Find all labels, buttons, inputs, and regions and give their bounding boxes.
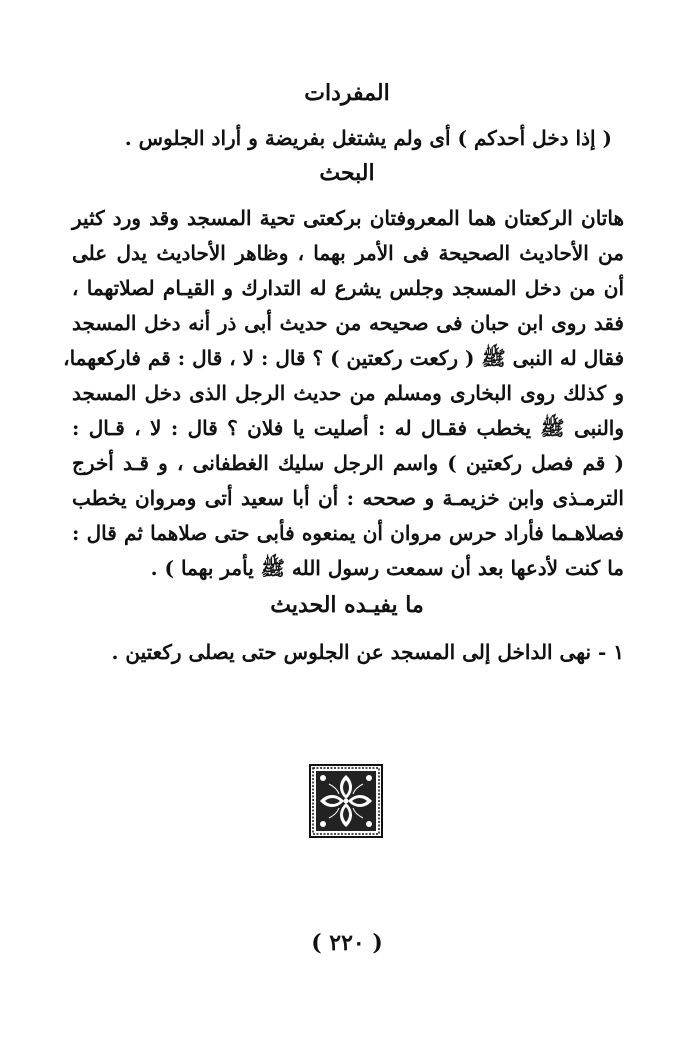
body-line: فقال له النبى ﷺ ( ركعت ركعتين ) ؟ قال : لا ، قال : قم فاركعهما،: [63, 346, 624, 370]
body-line: ما كنت لأدعها بعد أن سمعت رسول الله ﷺ يأمر بهما ) .: [150, 556, 624, 580]
benefit-item: ١ - نهى الداخل إلى المسجد عن الجلوس حتى يصلى ركعتين .: [111, 640, 624, 664]
body-line: فصلاهـما فأراد حرس مروان أن يمنعوه فأبى حتى صلاهما ثم قال :: [72, 521, 624, 545]
body-line: فقد روى ابن حبان فى صحيحه من حديث أبى ذر أنه دخل المسجد: [72, 311, 624, 335]
decorative-ornament-icon: [309, 764, 383, 838]
body-line: و كذلك روى البخارى ومسلم من حديث الرجل الذى دخل المسجد: [72, 381, 624, 405]
body-line: من الأحاديث الصحيحة فى الأمر بهما ، وظاهر الأحاديث يدل على: [72, 241, 624, 265]
body-line: ( قم فصل ركعتين ) واسم الرجل سليك الغطفانى ، و قـد أخرج: [72, 451, 624, 475]
vocab-heading: المفردات: [304, 80, 390, 106]
page-number: ( ٢٢٠ ): [311, 930, 383, 956]
body-line: والنبى ﷺ يخطب فقـال له : أصليت يا فلان ؟ قال : لا ، قـال :: [72, 416, 624, 440]
body-line: أن من دخل المسجد وجلس يشرع له التدارك و القيـام لصلاتهما ،: [72, 276, 624, 300]
body-line: هاتان الركعتان هما المعروفتان بركعتى تحية المسجد وقد ورد كثير: [72, 206, 624, 230]
research-heading: البحث: [319, 160, 375, 186]
body-line: الترمـذى وابن خزيمـة و صححه : أن أبا سعيد أتى ومروان يخطب: [72, 486, 624, 510]
benefits-heading: ما يفيـده الحديث: [270, 592, 424, 618]
vocab-text: ( إذا دخل أحدكم ) أى ولم يشتغل بفريضة و أراد الجلوس .: [124, 126, 612, 150]
